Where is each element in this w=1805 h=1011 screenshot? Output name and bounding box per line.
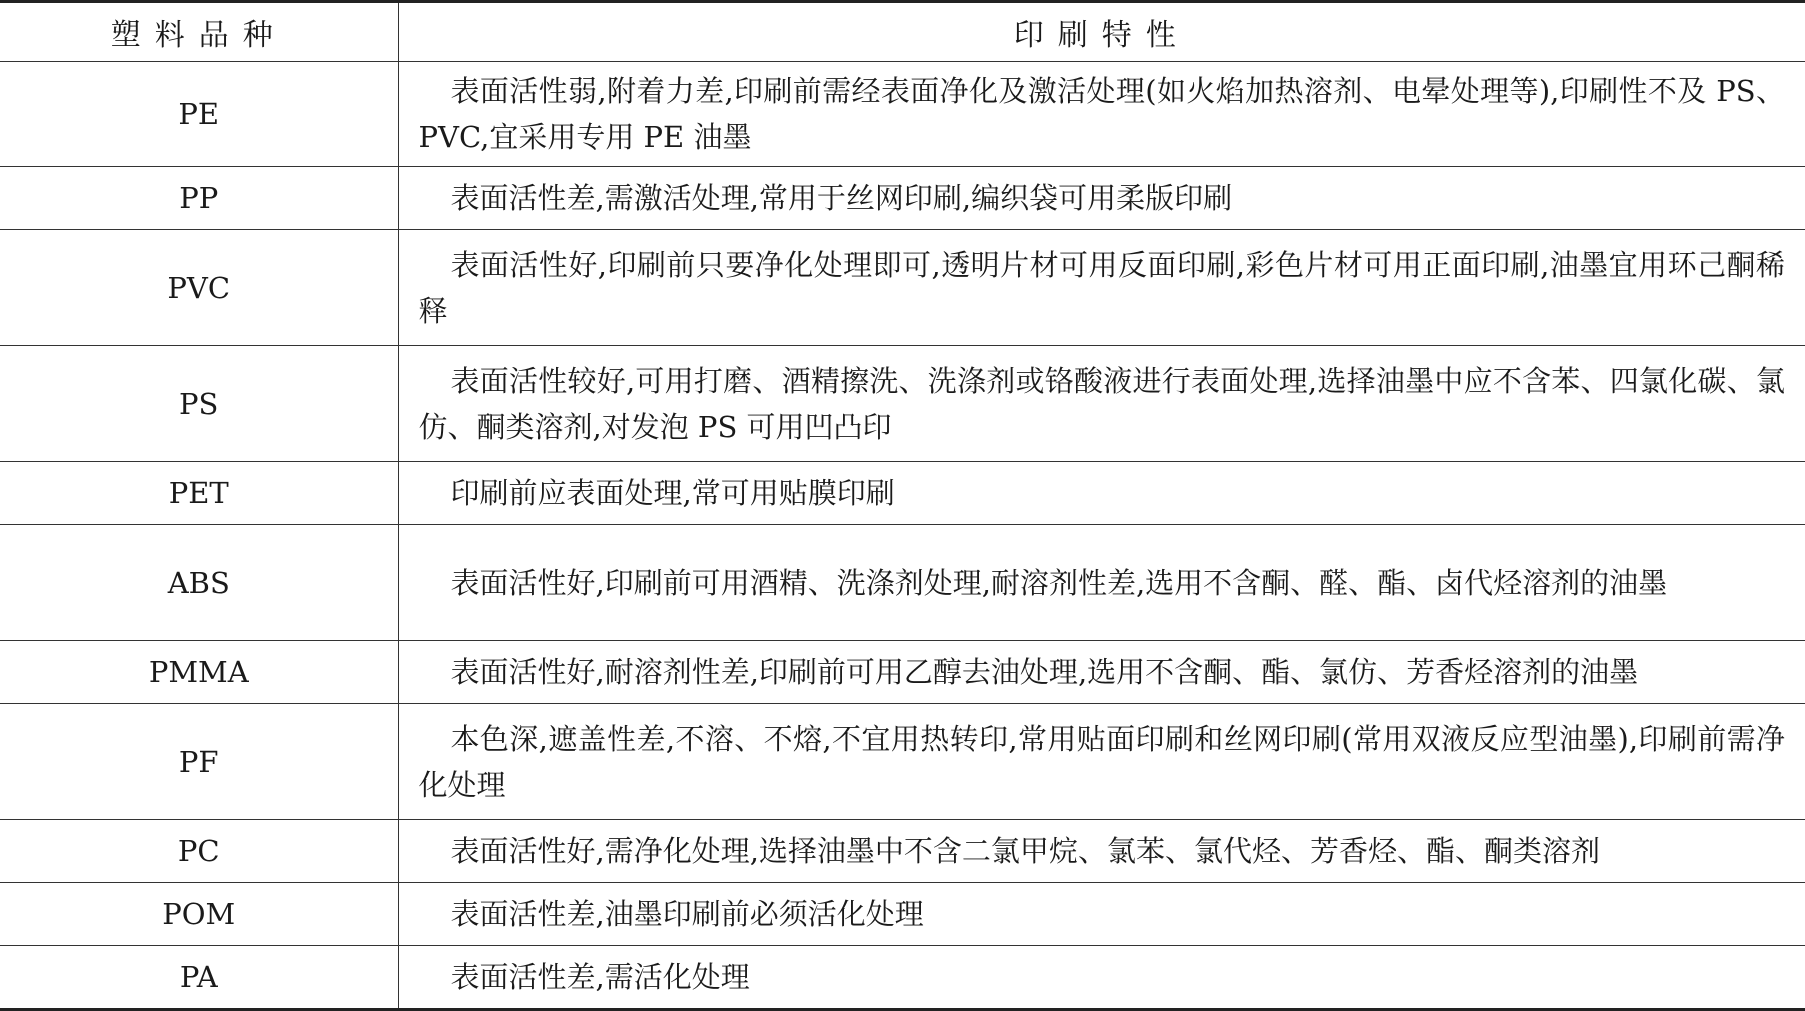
variety-cell: PP: [179, 181, 219, 215]
characteristics-cell: 表面活性差,油墨印刷前必须活化处理: [398, 883, 1805, 946]
characteristics-cell: 表面活性弱,附着力差,印刷前需经表面净化及激活处理(如火焰加热溶剂、电晕处理等),印刷性不及 PS、PVC,宜采用专用 PE 油墨: [398, 62, 1805, 167]
variety-cell: PMMA: [148, 655, 249, 689]
table-row: [0, 525, 1805, 641]
characteristics-cell: 表面活性好,耐溶剂性差,印刷前可用乙醇去油处理,选用不含酮、酯、氯仿、芳香烃溶剂的油墨: [398, 641, 1805, 704]
table-row: [0, 946, 1805, 1010]
characteristics-cell: 表面活性差,需激活处理,常用于丝网印刷,编织袋可用柔版印刷: [398, 167, 1805, 230]
header-plastic-variety: 塑料品种: [110, 18, 287, 53]
table-row: [0, 883, 1805, 946]
characteristics-cell: 本色深,遮盖性差,不溶、不熔,不宜用热转印,常用贴面印刷和丝网印刷(常用双液反应型油墨),印刷前需净化处理: [398, 704, 1805, 820]
variety-cell: PVC: [167, 270, 231, 305]
characteristics-cell: 表面活性较好,可用打磨、酒精擦洗、洗涤剂或铬酸液进行表面处理,选择油墨中应不含苯、四氯化碳、氯仿、酮类溶剂,对发泡 PS 可用凹凸印: [398, 346, 1805, 462]
variety-cell: PC: [177, 834, 220, 868]
variety-cell: PE: [178, 97, 220, 131]
variety-cell: PET: [168, 476, 229, 510]
table-header-row: [0, 2, 1805, 62]
characteristics-cell: 表面活性好,印刷前可用酒精、洗涤剂处理,耐溶剂性差,选用不含酮、醛、酯、卤代烃溶剂的油墨: [398, 525, 1805, 641]
table-row: [0, 167, 1805, 230]
table-row: [0, 230, 1805, 346]
variety-cell: PF: [178, 744, 219, 779]
characteristics-cell: 表面活性好,印刷前只要净化处理即可,透明片材可用反面印刷,彩色片材可用正面印刷,油墨宜用环己酮稀释: [398, 230, 1805, 346]
characteristics-cell: 表面活性差,需活化处理: [398, 946, 1805, 1010]
table-row: [0, 346, 1805, 462]
table-row: [0, 820, 1805, 883]
variety-cell: PS: [179, 386, 219, 421]
characteristics-cell: 印刷前应表面处理,常可用贴膜印刷: [398, 462, 1805, 525]
table-row: [0, 704, 1805, 820]
variety-cell: PA: [179, 960, 218, 994]
header-printing-characteristics: 印刷特性: [398, 2, 1805, 62]
table-row: [0, 641, 1805, 704]
variety-cell: POM: [162, 897, 236, 931]
characteristics-cell: 表面活性好,需净化处理,选择油墨中不含二氯甲烷、氯苯、氯代烃、芳香烃、酯、酮类溶剂: [398, 820, 1805, 883]
variety-cell: ABS: [167, 565, 230, 600]
table-row: [0, 462, 1805, 525]
table-row: [0, 62, 1805, 167]
